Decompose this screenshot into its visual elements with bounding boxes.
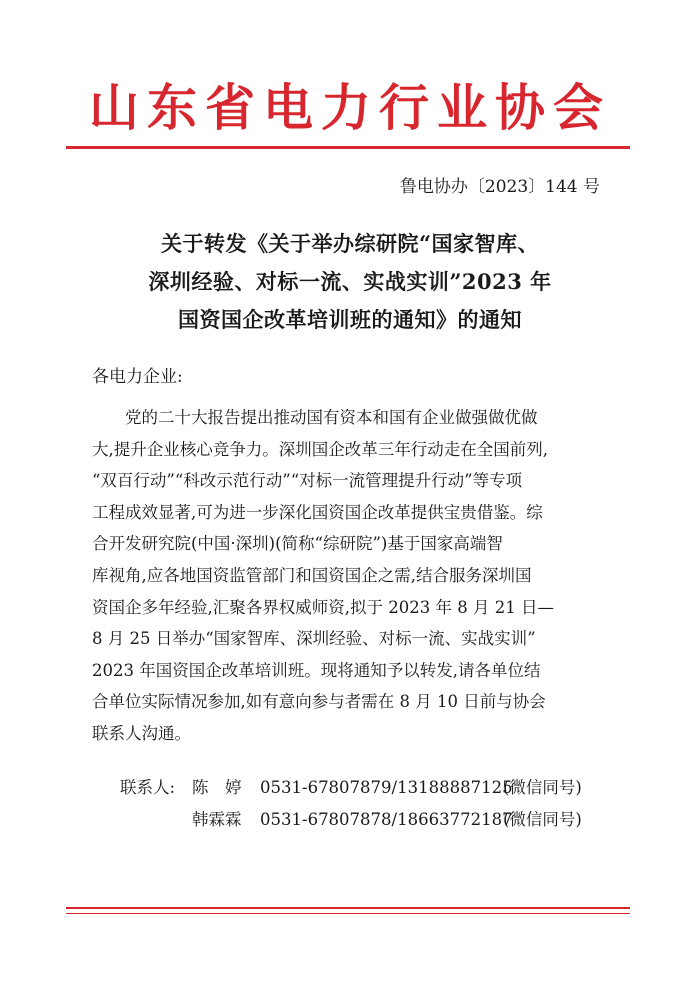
title-line-3: 国资国企改革培训班的通知》的通知 [178, 307, 522, 332]
contact-phone: 0531-67807879/13188887125 [260, 778, 513, 797]
body-line-4: 工程成效显著,可为进一步深化国资国企改革提供宝贵借鉴。综 [92, 502, 543, 522]
body-line-7: 资国企多年经验,汇聚各界权威师资,拟于 2023 年 8 月 21 日— [92, 597, 554, 617]
body-paragraph [92, 402, 610, 750]
body-line-11: 联系人沟通。 [92, 723, 191, 743]
contact-block [0, 772, 700, 836]
letterhead-top-rule [66, 146, 630, 149]
title-line-2: 深圳经验、对标一流、实战实训”2023 年 [148, 269, 552, 294]
contact-name: 陈 婷 [192, 778, 242, 797]
body-line-10: 合单位实际情况参加,如有意向参与者需在 8 月 10 日前与协会 [92, 692, 546, 712]
body-line-9: 2023 年国资国企改革培训班。现将通知予以转发,请各单位结 [92, 660, 541, 680]
contact-note: (微信同号) [503, 810, 582, 829]
body-line-3: “双百行动”“科改示范行动”“对标一流管理提升行动”等专项 [92, 471, 523, 491]
body-line-1: 党的二十大报告提出推动国有资本和国有企业做强做优做 [125, 408, 538, 427]
body-line-6: 库视角,应各地国资监管部门和国资国企之需,结合服务深圳国 [92, 565, 532, 585]
contact-row-1 [0, 772, 700, 804]
salutation: 各电力企业: [92, 367, 183, 387]
contact-name: 韩霖霖 [192, 810, 242, 829]
document-number: 鲁电协办〔2023〕144 号 [399, 177, 600, 197]
contact-note: (微信同号) [503, 778, 582, 797]
footer-rule-thin [66, 913, 630, 914]
document-title [80, 225, 620, 339]
title-line-1: 关于转发《关于举办综研院“国家智库、 [160, 231, 540, 256]
contact-row-2 [0, 804, 700, 836]
footer-rule-thick [66, 907, 630, 909]
letterhead-org-name: 山东省电力行业协会 [89, 78, 611, 137]
contact-phone: 0531-67807878/18663772187 [260, 810, 513, 829]
body-line-8: 8 月 25 日举办“国家智库、深圳经验、对标一流、实战实训” [92, 629, 536, 649]
body-line-2: 大,提升企业核心竞争力。深圳国企改革三年行动走在全国前列, [92, 439, 548, 459]
contact-label: 联系人: [120, 778, 176, 797]
body-line-5: 合开发研究院(中国·深圳)(简称“综研院”)基于国家高端智 [92, 534, 503, 554]
